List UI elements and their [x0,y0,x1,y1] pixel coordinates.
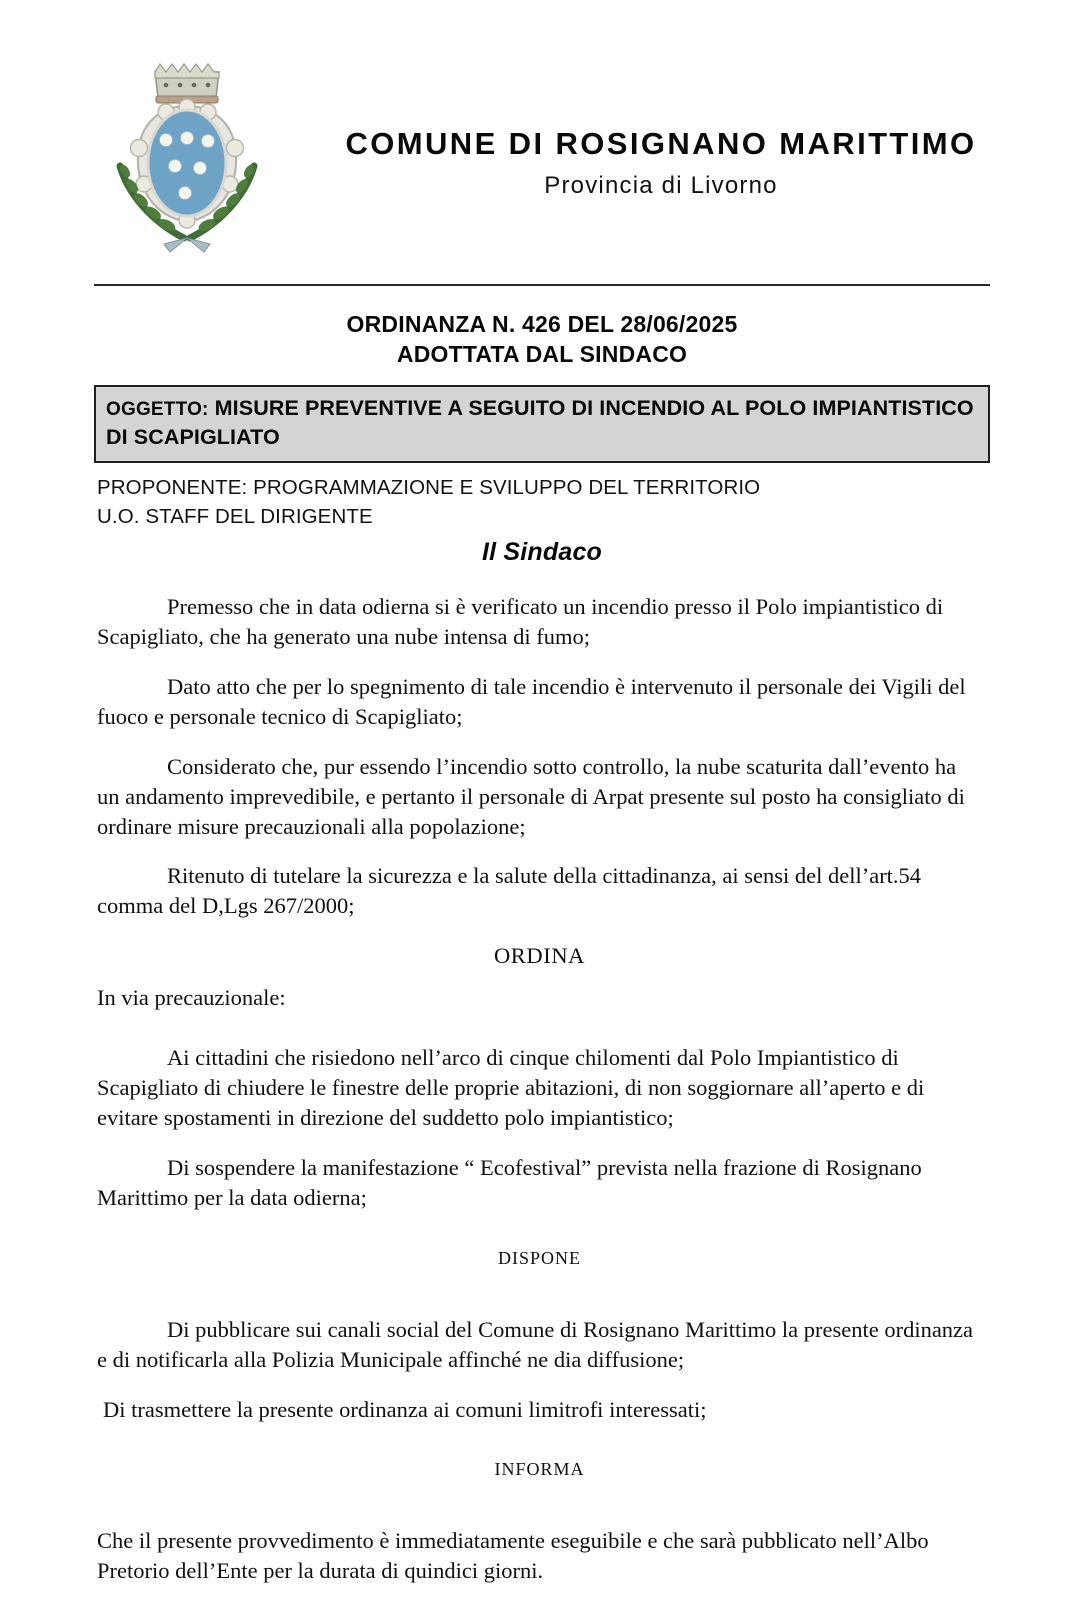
header-divider [94,284,990,286]
heading-ordina: ORDINA [493,943,586,969]
paragraph-dato-atto: Dato atto che per lo spegnimento di tale incendio è intervenuto il personale dei Vigili del fuoco e personale tecnico di Scapigliato; [97,673,966,729]
subject-box [94,385,990,463]
order-item-2: Di sospendere la manifestazione “ Ecofestival” prevista nella frazione di Rosignano Marittimo per la data odierna; [97,1154,922,1210]
document-header [0,58,1080,258]
subject-label: OGGETTO: [106,399,209,420]
subject-text: MISURE PREVENTIVE A SEGUITO DI INCENDIO AL POLO IMPIANTISTICO DI SCAPIGLIATO [106,396,974,449]
heading-informa: INFORMA [494,1459,585,1480]
ordinance-adopted-line: ADOTTATA DAL SINDACO [396,341,688,368]
order-item-1: Ai cittadini che risiedono nell’arco di cinque chilomenti dal Polo Impiantistico di Scapigliato di chiudere le finestre delle proprie abitazioni, di non soggiornare all’aperto e di evitare spostamenti in direzione del suddetto polo impiantistico; [97,1045,925,1130]
informs-item-1: Che il presente provvedimento è immediatamente eseguibile e che sarà pubblicato nell’Albo Pretorio dell’Ente per la durata di quindici giorni. [97,1528,929,1584]
ordinance-title [94,309,990,370]
coat-of-arms-icon [108,62,266,258]
paragraph-ritenuto: Ritenuto di tutelare la sicurezza e la salute della cittadinanza, ai sensi del dell’art.54 comma del D,Lgs 267/2000; [97,863,922,919]
authority-heading: Il Sindaco [481,538,603,566]
dispose-item-1: Di pubblicare sui canali social del Comune di Rosignano Marittimo la presente ordinanza e di notificarla alla Polizia Municipale affinché ne dia diffusione; [97,1316,974,1372]
ordinance-number-line: ORDINANZA N. 426 DEL 28/06/2025 [346,311,738,337]
dispose-item-2: Di trasmettere la presente ordinanza ai comuni limitrofi interessati; [103,1396,707,1422]
proponent-block [97,473,993,531]
paragraph-considerato: Considerato che, pur essendo l’incendio sotto controllo, la nube scaturita dall’evento ha un andamento imprevedibile, e pertanto il personale di Arpat presente sul posto ha consigliato di ordinare misure precauzionali alla popolazione; [97,753,965,839]
proponent-line-2: U.O. STAFF DEL DIRIGENTE [97,505,373,529]
paragraph-premesso: Premesso che in data odierna si è verificato un incendio presso il Polo impiantistico di Scapigliato, che ha generato una nube intensa di fumo; [97,594,944,649]
comune-title: COMUNE DI ROSIGNANO MARITTIMO [345,126,977,161]
proponent-line-1: PROPONENTE: PROGRAMMAZIONE E SVILUPPO DEL TERRITORIO [97,476,761,499]
provincia-subtitle: Provincia di Livorno [544,171,778,199]
header-titles [266,126,1056,200]
heading-dispone: DISPONE [497,1247,581,1268]
subject-line [106,394,978,452]
paragraph-in-via-precauzionale: In via precauzionale: [97,985,286,1011]
document-body [97,592,982,1606]
